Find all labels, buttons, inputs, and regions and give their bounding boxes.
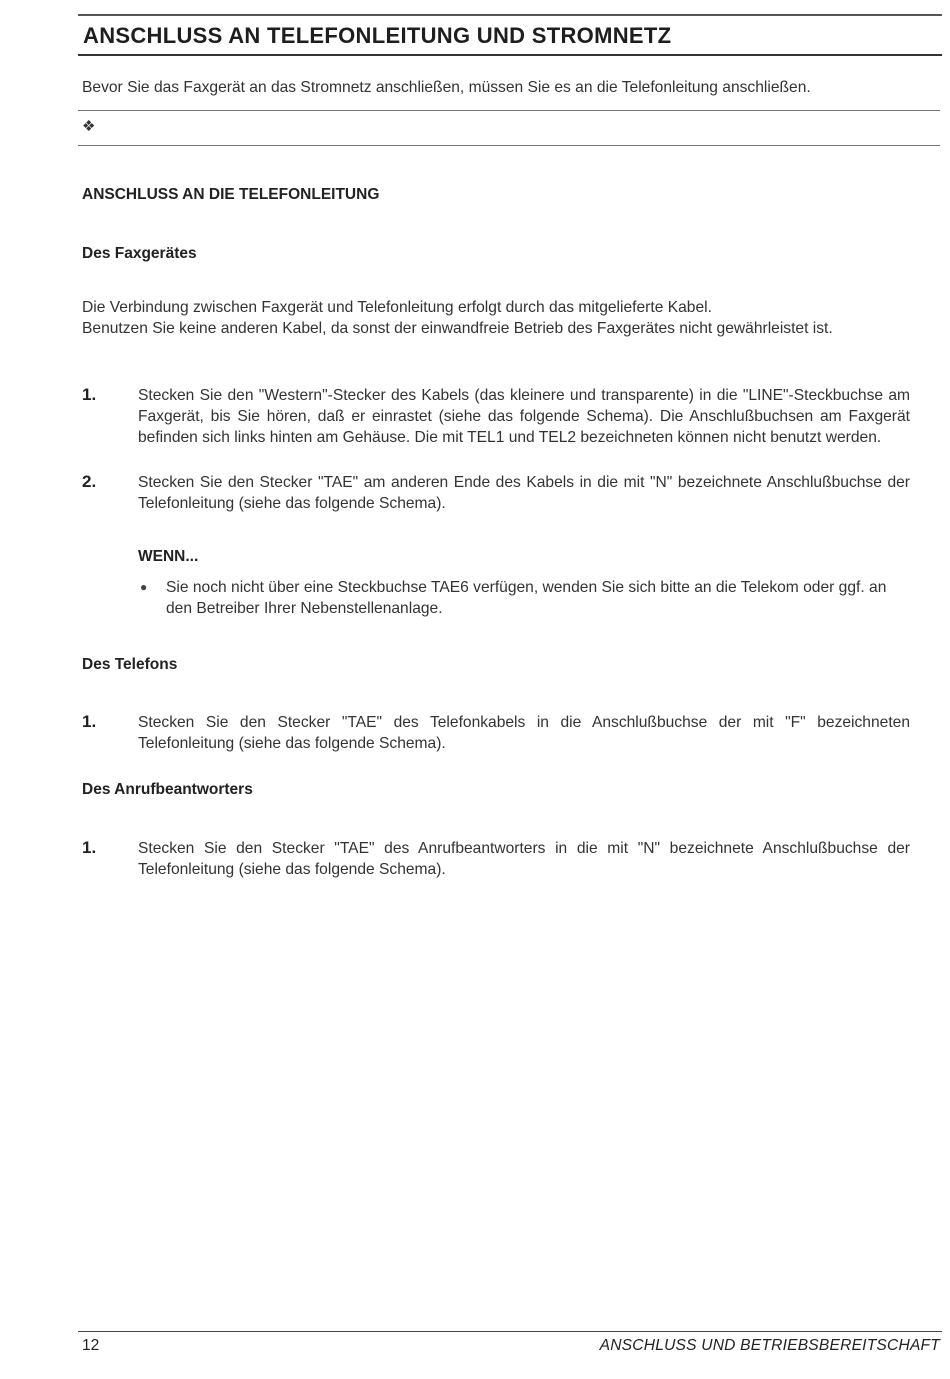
subheading-fax: Des Faxgerätes xyxy=(82,245,197,262)
fax-intro-paragraph xyxy=(82,297,940,339)
page-number: 12 xyxy=(82,1337,100,1354)
step-number: 2. xyxy=(82,472,97,491)
footer-chapter-title: ANSCHLUSS UND BETRIEBSBEREITSCHAFT xyxy=(599,1337,940,1354)
step-number: 1. xyxy=(82,385,97,404)
bullet-text: Sie noch nicht über eine Steckbuchse TAE6 verfügen, wenden Sie sich bitte an die Telekom oder ggf. an den Betreiber Ihrer Nebenstellenanlage. xyxy=(166,579,887,617)
step-number: 1. xyxy=(82,838,97,857)
step-text: Stecken Sie den "Western"-Stecker des Kabels (das kleinere und transparente) in die "LINE"-Steckbuchse am Faxgerät, bis Sie hören, daß er einrastet (siehe das folgende Schema). Die Anschlußbuchsen am Faxgerät befinden sich links hinten am Gehäuse. Die mit TEL1 und TEL2 bezeichneten können nicht benutzt werden. xyxy=(138,387,910,446)
bullet-icon: ● xyxy=(140,580,148,594)
wenn-heading: WENN... xyxy=(138,548,199,565)
step-number: 1. xyxy=(82,712,97,731)
step-text: Stecken Sie den Stecker "TAE" des Anrufbeantworters in die mit "N" bezeichnete Anschlußbuchse der Telefonleitung (siehe das folgende Schema). xyxy=(138,840,910,878)
subheading-answering-machine: Des Anrufbeantworters xyxy=(82,781,253,798)
ornament-icon: ❖ xyxy=(82,118,96,135)
subheading-phone: Des Telefons xyxy=(82,656,178,673)
section-heading: ANSCHLUSS AN DIE TELEFONLEITUNG xyxy=(82,186,380,203)
page-title: ANSCHLUSS AN TELEFONLEITUNG UND STROMNETZ xyxy=(83,23,672,48)
step-text: Stecken Sie den Stecker "TAE" am anderen Ende des Kabels in die mit "N" bezeichnete Anschlußbuchse der Telefonleitung (siehe das folgende Schema). xyxy=(138,474,910,512)
title-bar xyxy=(78,14,942,56)
fax-intro-line-1: Die Verbindung zwischen Faxgerät und Telefonleitung erfolgt durch das mitgelieferte Kabel. xyxy=(82,299,712,316)
intro-text: Bevor Sie das Faxgerät an das Stromnetz anschließen, müssen Sie es an die Telefonleitung anschließen. xyxy=(82,79,811,96)
fax-intro-line-2: Benutzen Sie keine anderen Kabel, da sonst der einwandfreie Betrieb des Faxgerätes nicht gewährleistet ist. xyxy=(82,320,833,337)
divider-top xyxy=(78,110,940,111)
divider-bottom xyxy=(78,145,940,146)
footer-divider xyxy=(78,1331,942,1332)
step-text: Stecken Sie den Stecker "TAE" des Telefonkabels in die Anschlußbuchse der mit "F" bezeichneten Telefonleitung (siehe das folgende Schema). xyxy=(138,714,910,752)
